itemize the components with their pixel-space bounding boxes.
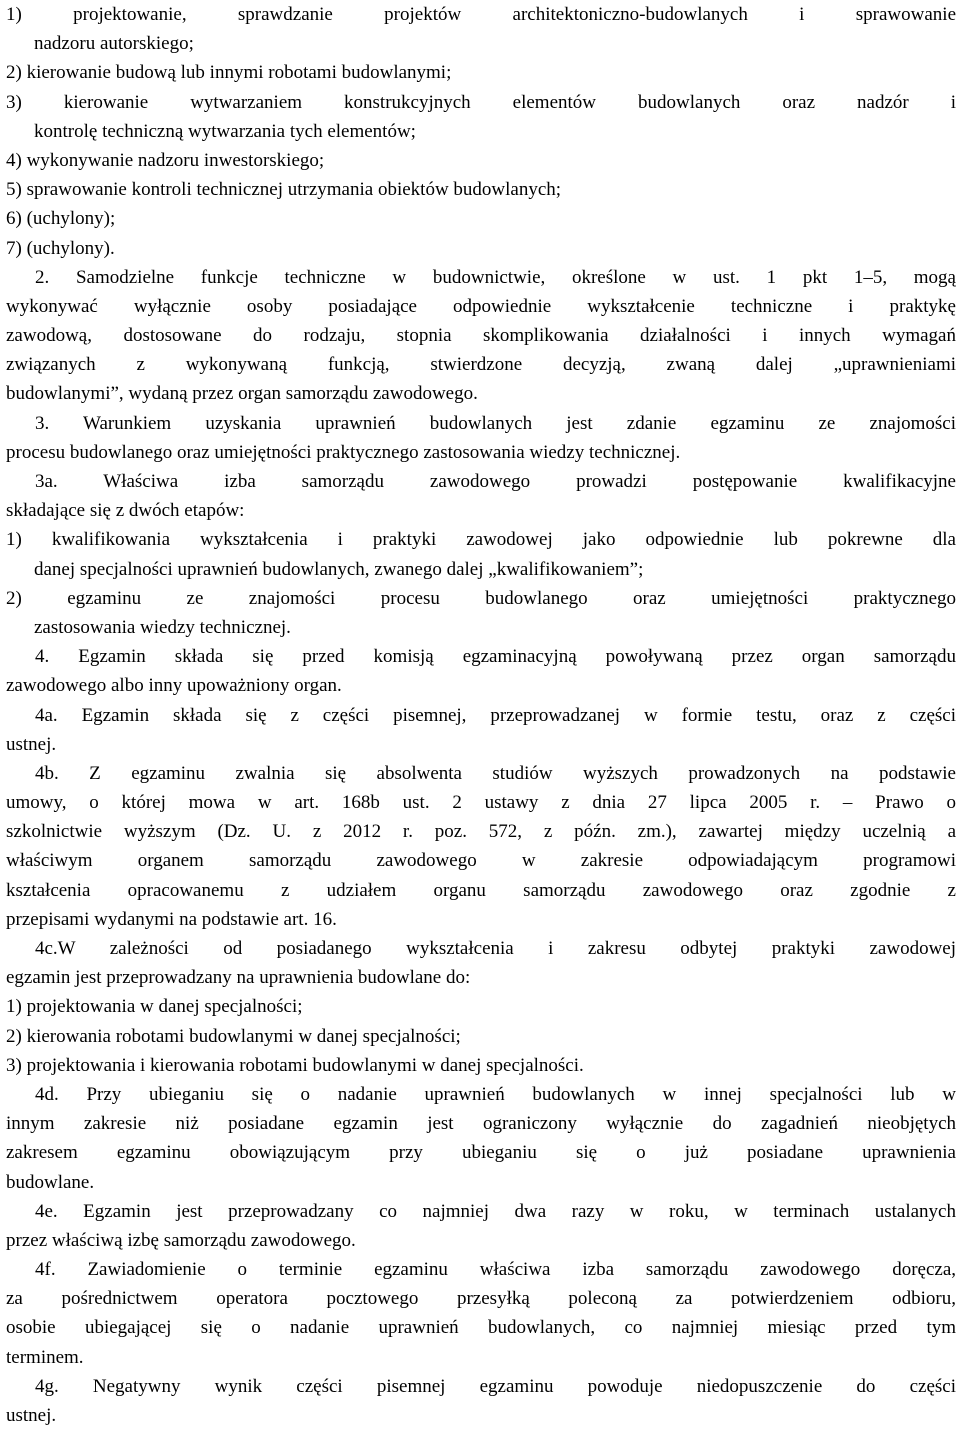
text-line: 1) kwalifikowania wykształcenia i praktyki zawodowej jako odpowiednie lub pokrewne dla [6, 529, 956, 551]
text-line: budowlane. [6, 1171, 95, 1193]
text-line: składające się z dwóch etapów: [6, 500, 245, 522]
text-line: 4a. Egzamin składa się z części pisemnej, przeprowadzanej w formie testu, oraz z części [35, 704, 956, 726]
text-line: zakresem egzaminu obowiązującym przy ubieganiu się o już posiadane uprawnienia [6, 1142, 956, 1164]
text-line: terminem. [6, 1346, 84, 1368]
text-line: wykonywać wyłącznie osoby posiadające odpowiednie wykształcenie techniczne i praktykę [6, 295, 956, 317]
text-line: związanych z wykonywaną funkcją, stwierdzone decyzją, zwaną dalej „uprawnieniami [6, 354, 956, 376]
text-line: 4) wykonywanie nadzoru inwestorskiego; [6, 149, 325, 171]
text-line: 2) kierowanie budową lub innymi robotami budowlanymi; [6, 62, 452, 84]
text-line: umowy, o której mowa w art. 168b ust. 2 ustawy z dnia 27 lipca 2005 r. – Prawo o [6, 792, 956, 814]
text-line: 3) projektowania i kierowania robotami budowlanymi w danej specjalności. [6, 1054, 584, 1076]
text-line: 3a. Właściwa izba samorządu zawodowego prowadzi postępowanie kwalifikacyjne [35, 471, 956, 492]
text-line: za pośrednictwem operatora pocztowego przesyłką poleconą za potwierdzeniem odbioru, [6, 1288, 956, 1310]
text-line: nadzoru autorskiego; [34, 33, 194, 55]
text-line: 2) kierowania robotami budowlanymi w danej specjalności; [6, 1025, 461, 1047]
text-line: ustnej. [6, 733, 57, 755]
text-line: 6) (uchylony); [6, 208, 116, 230]
text-line: innym zakresie niż posiadane egzamin jest ograniczony wyłącznie do zagadnień nieobjętych [6, 1113, 956, 1135]
text-line: właściwym organem samorządu zawodowego w zakresie odpowiadającym programowi [6, 850, 956, 872]
text-line: 3. Warunkiem uzyskania uprawnień budowlanych jest zdanie egzaminu ze znajomości [35, 412, 956, 434]
text-line: 7) (uchylony). [6, 237, 115, 259]
text-line: ustnej. [6, 1405, 57, 1426]
text-line: 4g. Negatywny wynik części pisemnej egzaminu powoduje niedopuszczenie do części [35, 1375, 956, 1397]
text-line: osobie ubiegającej się o nadanie uprawnień budowlanych, co najmniej miesiąc przed tym [6, 1317, 956, 1339]
text-line: procesu budowlanego oraz umiejętności praktycznego zastosowania wiedzy technicznej. [6, 441, 681, 463]
text-line: zastosowania wiedzy technicznej. [34, 616, 291, 638]
text-line: zawodowego albo inny upoważniony organ. [6, 675, 342, 697]
text-line: budowlanymi”, wydaną przez organ samorządu zawodowego. [6, 383, 478, 405]
text-line: szkolnictwie wyższym (Dz. U. z 2012 r. poz. 572, z późn. zm.), zawartej między uczelnią a [6, 821, 956, 843]
text-line: przez właściwą izbę samorządu zawodowego. [6, 1229, 356, 1251]
text-line: 3) kierowanie wytwarzaniem konstrukcyjnych elementów budowlanych oraz nadzór i [6, 91, 956, 113]
text-line: 1) projektowanie, sprawdzanie projektów architektoniczno-budowlanych i sprawowanie [6, 4, 956, 25]
text-line: egzamin jest przeprowadzany na uprawnienia budowlane do: [6, 967, 471, 989]
text-line: 4. Egzamin składa się przed komisją egzaminacyjną powoływaną przez organ samorządu [35, 646, 956, 668]
text-line: 4f. Zawiadomienie o terminie egzaminu właściwa izba samorządu zawodowego doręcza, [35, 1259, 956, 1281]
text-line: kształcenia opracowanemu z udziałem organu samorządu zawodowego oraz zgodnie z [6, 879, 956, 901]
text-line: 5) sprawowanie kontroli technicznej utrzymania obiektów budowlanych; [6, 179, 562, 201]
text-line: 2) egzaminu ze znajomości procesu budowlanego oraz umiejętności praktycznego [6, 587, 956, 609]
text-line: 2. Samodzielne funkcje techniczne w budownictwie, określone w ust. 1 pkt 1–5, mogą [35, 266, 956, 288]
text-line: 4d. Przy ubieganiu się o nadanie uprawnień budowlanych w innej specjalności lub w [35, 1083, 956, 1105]
text-line: 4e. Egzamin jest przeprowadzany co najmniej dwa razy w roku, w terminach ustalanych [35, 1200, 956, 1222]
text-line: 1) projektowania w danej specjalności; [6, 996, 303, 1018]
text-line: kontrolę techniczną wytwarzania tych elementów; [34, 120, 416, 142]
text-line: zawodową, dostosowane do rodzaju, stopnia skomplikowania działalności i innych wymagań [6, 325, 956, 347]
text-line: 4b. Z egzaminu zwalnia się absolwenta studiów wyższych prowadzonych na podstawie [35, 762, 956, 784]
text-line: 4c.W zależności od posiadanego wykształcenia i zakresu odbytej praktyki zawodowej [35, 938, 956, 959]
text-line: danej specjalności uprawnień budowlanych, zwanego dalej „kwalifikowaniem”; [34, 558, 644, 580]
text-line: przepisami wydanymi na podstawie art. 16. [6, 908, 337, 930]
